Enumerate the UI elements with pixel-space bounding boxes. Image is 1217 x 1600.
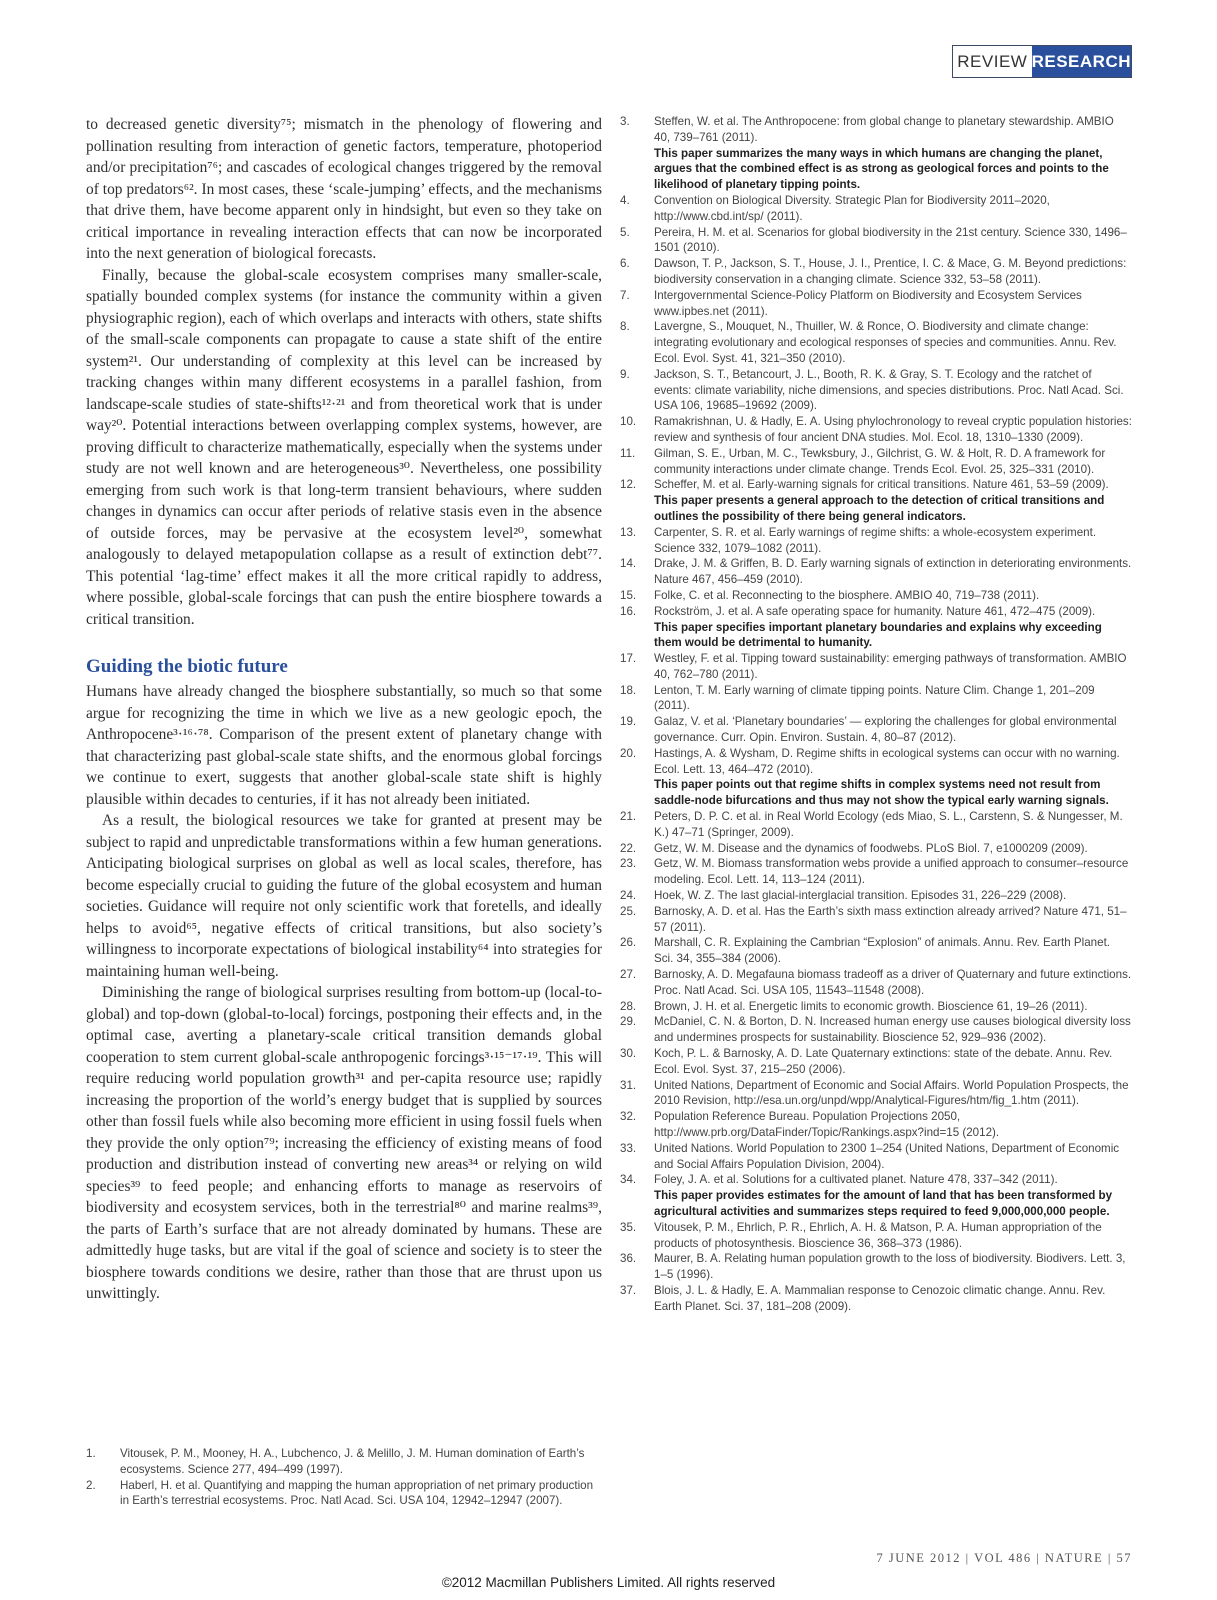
reference-body — [654, 225, 1132, 257]
page-folio: 7 JUNE 2012 | VOL 486 | NATURE | 57 — [876, 1551, 1132, 1565]
reference-number: 16. — [620, 604, 637, 618]
reference-number: 24. — [620, 889, 637, 903]
reference-number: 30. — [620, 1047, 637, 1061]
reference-number: 29. — [620, 1015, 637, 1029]
reference-number: 2. — [86, 1478, 96, 1492]
reference-body — [654, 1251, 1132, 1283]
reference-text: Carpenter, S. R. et al. Early warnings of regime shifts: a whole-ecosystem experiment. Science 332, 1079–1082 (2011). — [654, 525, 1097, 555]
reference-text: Maurer, B. A. Relating human population growth to the loss of biodiversity. Biodivers. Lett. 3, 1–5 (1996). — [654, 1252, 1126, 1282]
reference-item — [620, 1251, 1132, 1283]
reference-item — [620, 446, 1132, 478]
reference-number: 25. — [620, 904, 637, 918]
reference-text: Hastings, A. & Wysham, D. Regime shifts in ecological systems can occur with no warning. Ecol. Lett. 13, 464–472 (2010). — [654, 746, 1120, 776]
reference-body — [654, 935, 1132, 967]
reference-number: 9. — [620, 367, 630, 381]
reference-item — [620, 904, 1132, 936]
reference-item — [620, 856, 1132, 888]
reference-body — [654, 746, 1132, 809]
reference-number: 21. — [620, 810, 637, 824]
reference-item — [620, 1141, 1132, 1173]
reference-number: 23. — [620, 857, 637, 871]
badge-review: REVIEW — [957, 51, 1028, 71]
reference-body — [654, 841, 1132, 857]
reference-text: Pereira, H. M. et al. Scenarios for global biodiversity in the 21st century. Science 330, 1496–1501 (2010). — [654, 225, 1127, 255]
reference-item — [86, 1478, 602, 1510]
reference-item — [620, 1109, 1132, 1141]
reference-item — [86, 1446, 602, 1478]
reference-list-left — [86, 1446, 602, 1509]
reference-body — [654, 319, 1132, 366]
reference-body — [654, 651, 1132, 683]
reference-text: Westley, F. et al. Tipping toward sustainability: emerging pathways of transformation. AMBIO 40, 762–780 (2011). — [654, 652, 1127, 681]
reference-item — [620, 525, 1132, 557]
reference-text: Peters, D. P. C. et al. in Real World Ecology (eds Miao, S. L., Carstenn, S. & Nungesser, M. K.) 47–71 (Springer, 2009). — [654, 810, 1123, 839]
reference-number: 33. — [620, 1141, 637, 1155]
reference-body — [654, 904, 1132, 936]
reference-item — [620, 683, 1132, 715]
reference-item — [620, 714, 1132, 746]
reference-text: Rockström, J. et al. A safe operating space for humanity. Nature 461, 472–475 (2009). — [654, 604, 1096, 618]
reference-item — [620, 1172, 1132, 1219]
reference-body — [654, 477, 1132, 524]
reference-item — [620, 651, 1132, 683]
reference-text: Dawson, T. P., Jackson, S. T., House, J. I., Prentice, I. C. & Mace, G. M. Beyond predictions: biodiversity conservation in a changing climate. Science 332, 53–58 (2011). — [654, 257, 1127, 286]
reference-item — [620, 1046, 1132, 1078]
reference-number: 31. — [620, 1078, 637, 1092]
reference-body — [654, 999, 1132, 1015]
reference-item — [620, 288, 1132, 320]
reference-item — [620, 888, 1132, 904]
reference-number: 4. — [620, 193, 630, 207]
copyright-notice: ©2012 Macmillan Publishers Limited. All rights reserved — [441, 1575, 776, 1590]
reference-text: Vitousek, P. M., Ehrlich, P. R., Ehrlich, A. H. & Matson, P. A. Human appropriation of the products of photosynthesis. Bioscience 36, 368–373 (1986). — [654, 1220, 1102, 1250]
reference-annotation: This paper specifies important planetary boundaries and explains why exceeding them would be detrimental to humanity. — [654, 620, 1102, 650]
reference-item — [620, 809, 1132, 841]
reference-body — [654, 856, 1132, 888]
reference-text: Drake, J. M. & Griffen, B. D. Early warning signals of extinction in deteriorating environments. Nature 467, 456–459 (2010). — [654, 557, 1132, 587]
reference-item — [620, 367, 1132, 414]
reference-body — [654, 1046, 1132, 1078]
body-paragraph: As a result, the biological resources we take for granted at present may be subject to rapid and unpredictable transformations within a few human generations. Anticipating biological surprises on global as well as local scales, therefore, has become especially crucial to guiding the future of the global ecosystem and human societies. Guidance will require not only scientific work that foretells, and ideally helps to avoid⁶⁵, negative effects of critical transitions, but also society’s willingness to incorporate expectations of biological instability⁶⁴ into strategies for maintaining human well-being. — [86, 812, 602, 980]
reference-item — [620, 414, 1132, 446]
reference-text: Barnosky, A. D. et al. Has the Earth’s sixth mass extinction already arrived? Nature 471, 51–57 (2011). — [654, 904, 1127, 934]
reference-item — [620, 1014, 1132, 1046]
reference-item — [620, 999, 1132, 1015]
reference-number: 7. — [620, 288, 630, 302]
reference-item — [620, 588, 1132, 604]
reference-text: United Nations. World Population to 2300 1–254 (United Nations, Department of Economic and Social Affairs Population Division, 2004). — [654, 1141, 1120, 1171]
reference-body — [654, 367, 1132, 414]
section-heading: Guiding the biotic future — [86, 656, 288, 677]
reference-number: 17. — [620, 652, 637, 666]
reference-text: Scheffer, M. et al. Early-warning signals for critical transitions. Nature 461, 53–59 (2009). — [654, 478, 1109, 492]
reference-body — [654, 888, 1132, 904]
reference-item — [620, 1078, 1132, 1110]
reference-item — [620, 935, 1132, 967]
reference-text: Hoek, W. Z. The last glacial-interglacial transition. Episodes 31, 226–229 (2008). — [654, 889, 1067, 903]
reference-body — [654, 446, 1132, 478]
reference-number: 27. — [620, 968, 637, 982]
reference-item — [620, 256, 1132, 288]
reference-number: 32. — [620, 1110, 637, 1124]
reference-number: 26. — [620, 936, 637, 950]
reference-item — [620, 114, 1132, 193]
reference-number: 13. — [620, 525, 637, 539]
reference-number: 28. — [620, 999, 637, 1013]
reference-text: Steffen, W. et al. The Anthropocene: from global change to planetary stewardship. AMBIO 40, 739–761 (2011). — [654, 115, 1114, 144]
reference-annotation: This paper points out that regime shifts in complex systems need not result from saddle-node bifurcations and thus may not show the typical early warning signals. — [654, 778, 1109, 808]
reference-item — [620, 967, 1132, 999]
reference-body — [654, 809, 1132, 841]
reference-body — [654, 414, 1132, 446]
reference-number: 19. — [620, 715, 637, 729]
reference-body — [654, 114, 1132, 193]
reference-body — [654, 525, 1132, 557]
reference-number: 20. — [620, 746, 637, 760]
reference-item — [620, 746, 1132, 809]
reference-text: Population Reference Bureau. Population Projections 2050, http://www.prb.org/DataFinder/Topic/Rankings.aspx?ind=15 (2012). — [654, 1110, 1000, 1139]
reference-number: 1. — [86, 1447, 96, 1460]
reference-number: 12. — [620, 478, 637, 492]
body-paragraph: Diminishing the range of biological surprises resulting from bottom-up (local-to-global) and top-down (global-to-local) forcings, postponing their effects and, in the optimal case, averting a planetary-scale critical transition demands global cooperation to stem current global-scale anthropogenic forcings³·¹⁵⁻¹⁷·¹⁹. This will require reducing world population growth³¹ and per-capita resource use; rapidly increasing the proportion of the world’s energy budget that is supplied by sources other than fossil fuels while also becoming more efficient in using fossil fuels when they provide the only option⁷⁹; increasing the efficiency of existing means of food production and distribution instead of converting new areas³⁴ or relying on wild species³⁹ to feed people; and enhancing efforts to manage as reservoirs of biodiversity and ecosystem services, both in the terrestrial⁸⁰ and marine realms³⁹, the parts of Earth’s surface that are not already dominated by humans. These are admittedly huge tasks, but are vital if the goal of science and society is to steer the biosphere towards conditions we desire, rather than those that are thrust upon us unwittingly. — [86, 984, 602, 1302]
reference-annotation: This paper presents a general approach to the detection of critical transitions and outlines the possibility of there being general indicators. — [654, 494, 1105, 523]
reference-text: Gilman, S. E., Urban, M. C., Tewksbury, J., Gilchrist, G. W. & Holt, R. D. A framework for community interactions under climate change. Trends Ecol. Evol. 25, 325–331 (2010). — [654, 446, 1106, 476]
reference-body — [654, 1078, 1132, 1110]
reference-text: Getz, W. M. Disease and the dynamics of foodwebs. PLoS Biol. 7, e1000209 (2009). — [654, 841, 1088, 855]
body-paragraph: Humans have already changed the biosphere substantially, so much so that some argue for recognizing the time in which we live as a new geologic epoch, the Anthropocene³·¹⁶·⁷⁸. Comparison of the present extent of planetary change with that characterizing past global-scale state shifts, and the enormous global forcings we continue to exert, suggests that another global-scale state shift is highly plausible within decades to centuries, if it has not already been initiated. — [86, 683, 602, 808]
reference-body — [654, 1172, 1132, 1219]
reference-number: 14. — [620, 557, 637, 571]
reference-number: 34. — [620, 1173, 637, 1187]
reference-number: 3. — [620, 115, 630, 128]
reference-number: 11. — [620, 446, 636, 460]
reference-body — [654, 256, 1132, 288]
reference-text: Ramakrishnan, U. & Hadly, E. A. Using phylochronology to reveal cryptic population histories: review and synthesis of four ancient DNA studies. Mol. Ecol. 18, 1310–1330 (2009). — [654, 415, 1132, 444]
reference-item — [620, 556, 1132, 588]
reference-text: Marshall, C. R. Explaining the Cambrian “Explosion” of animals. Annu. Rev. Earth Planet. Sci. 34, 355–384 (2006). — [654, 936, 1111, 966]
reference-number: 35. — [620, 1220, 637, 1234]
reference-annotation: This paper provides estimates for the amount of land that has been transformed by agricultural activities and summarizes steps required to feed 9,000,000,000 people. — [654, 1189, 1113, 1218]
reference-item — [620, 225, 1132, 257]
reference-text: Foley, J. A. et al. Solutions for a cultivated planet. Nature 478, 337–342 (2011). — [654, 1173, 1058, 1187]
reference-body — [654, 967, 1132, 999]
reference-text: Brown, J. H. et al. Energetic limits to economic growth. Bioscience 61, 19–26 (2011). — [654, 999, 1088, 1013]
reference-number: 10. — [620, 415, 637, 429]
reference-item — [620, 604, 1132, 651]
reference-item — [620, 841, 1132, 857]
reference-body — [654, 1014, 1132, 1046]
reference-number: 22. — [620, 841, 637, 855]
reference-text: Getz, W. M. Biomass transformation webs provide a unified approach to consumer–resource modeling. Ecol. Lett. 14, 113–124 (2011). — [654, 857, 1129, 887]
reference-body — [654, 1283, 1132, 1315]
reference-number: 36. — [620, 1252, 637, 1266]
reference-number: 8. — [620, 320, 630, 334]
reference-body — [654, 1109, 1132, 1141]
reference-body — [654, 556, 1132, 588]
body-paragraph: to decreased genetic diversity⁷⁵; mismatch in the phenology of flowering and pollination resulting from interaction of genetic factors, temperature, photoperiod and/or precipitation⁷⁶; and cascades of ecological changes triggered by the removal of top predators⁶². In most cases, these ‘scale-jumping’ effects, and the mechanisms that drive them, have become apparent only in hindsight, but even so they take on critical importance in revealing interaction effects that can now be incorporated into the next generation of biological forecasts. — [86, 116, 602, 262]
reference-item — [620, 477, 1132, 524]
reference-text: United Nations, Department of Economic and Social Affairs. World Population Prospects, the 2010 Revision, http://esa.un.org/unpd/wpp/Analytical-Figures/htm/fig_1.htm (2011). — [654, 1078, 1129, 1108]
reference-body — [654, 1141, 1132, 1173]
reference-text: McDaniel, C. N. & Borton, D. N. Increased human energy use causes biological diversity loss and undermines prospects for sustainability. Bioscience 52, 929–936 (2002). — [654, 1015, 1131, 1045]
reference-text: Vitousek, P. M., Mooney, H. A., Lubchenco, J. & Melillo, J. M. Human domination of Earth’s ecosystems. Science 277, 494–499 (1997). — [120, 1447, 585, 1476]
reference-body — [654, 683, 1132, 715]
reference-text: Intergovernmental Science-Policy Platform on Biodiversity and Ecosystem Services www.ipbes.net (2011). — [654, 288, 1082, 318]
reference-text: Lenton, T. M. Early warning of climate tipping points. Nature Clim. Change 1, 201–209 (2011). — [654, 683, 1095, 713]
reference-number: 18. — [620, 683, 637, 697]
reference-item — [620, 1220, 1132, 1252]
reference-text: Convention on Biological Diversity. Strategic Plan for Biodiversity 2011–2020, http://www.cbd.int/sp/ (2011). — [654, 193, 1050, 223]
reference-body — [654, 1220, 1132, 1252]
reference-number: 6. — [620, 257, 630, 271]
reference-text: Folke, C. et al. Reconnecting to the biosphere. AMBIO 40, 719–738 (2011). — [654, 588, 1040, 602]
reference-body — [654, 193, 1132, 225]
reference-number: 37. — [620, 1283, 637, 1297]
reference-body — [654, 714, 1132, 746]
reference-annotation: This paper summarizes the many ways in which humans are changing the planet, argues that the combined effect is as strong as geological forces and points to the likelihood of planetary tipping points. — [654, 146, 1109, 192]
reference-body — [120, 1446, 602, 1478]
section-badge — [952, 45, 1132, 78]
badge-research: RESEARCH — [1032, 46, 1131, 77]
reference-body — [654, 288, 1132, 320]
left-column — [86, 114, 602, 1305]
reference-text: Blois, J. L. & Hadly, E. A. Mammalian response to Cenozoic climatic change. Annu. Rev. Earth Planet. Sci. 37, 181–208 (2009). — [654, 1283, 1106, 1313]
reference-text: Lavergne, S., Mouquet, N., Thuiller, W. & Ronce, O. Biodiversity and climate change: integrating evolutionary and ecological responses of species and communities. Annu. Rev. Ecol. Evol. Syst. 41, 321–350 (2010). — [654, 320, 1117, 365]
reference-number: 15. — [620, 588, 637, 602]
reference-text: Galaz, V. et al. ‘Planetary boundaries’ — exploring the challenges for global environmental governance. Curr. Opin. Environ. Sustain. 4, 80–87 (2012). — [654, 715, 1117, 745]
body-paragraph: Finally, because the global-scale ecosystem comprises many smaller-scale, spatially bounded complex systems (for instance the community within a given physiographic region), each of which overlaps and interacts with others, state shifts of the small-scale components can propagate to cause a state shift of the entire system²¹. Our understanding of complexity at this level can be increased by tracking changes within many different ecosystems in a parallel fashion, from landscape-scale studies of state-shifts¹²·²¹ and from theoretical work that is under way²⁰. Potential interactions between overlapping complex systems, however, are proving difficult to characterize mathematically, especially when the systems under study are not well known and are heterogeneous³⁰. Nevertheless, one possibility emerging from such work is that long-term transient behaviours, where sudden changes in dynamics can occur after periods of relative stasis even in the absence of outside forces, may be pervasive at the ecosystem level²⁰, somewhat analogously to delayed metapopulation collapse as a result of extinction debt⁷⁷. This potential ‘lag-time’ effect makes it all the more critical rapidly to address, where possible, global-scale forcings that can push the entire biosphere towards a critical transition. — [86, 266, 602, 628]
reference-item — [620, 1283, 1132, 1315]
reference-text: Jackson, S. T., Betancourt, J. L., Booth, R. K. & Gray, S. T. Ecology and the ratchet of events: climate variability, niche dimensions, and species distributions. Proc. Natl Acad. Sci. USA 106, 19685–19692 (2009). — [654, 367, 1124, 413]
reference-text: Haberl, H. et al. Quantifying and mapping the human appropriation of net primary production in Earth’s terrestrial ecosystems. Proc. Natl Acad. Sci. USA 104, 12942–12947 (2007). — [120, 1478, 594, 1508]
reference-text: Barnosky, A. D. Megafauna biomass tradeoff as a driver of Quaternary and future extinctions. Proc. Natl Acad. Sci. USA 105, 11543–11548 (2008). — [654, 968, 1132, 997]
reference-body — [120, 1478, 602, 1510]
reference-body — [654, 588, 1132, 604]
reference-item — [620, 193, 1132, 225]
reference-list-right — [620, 114, 1132, 1315]
reference-item — [620, 319, 1132, 366]
reference-text: Koch, P. L. & Barnosky, A. D. Late Quaternary extinctions: state of the debate. Annu. Rev. Ecol. Evol. Syst. 37, 215–250 (2006). — [654, 1047, 1113, 1076]
reference-body — [654, 604, 1132, 651]
reference-number: 5. — [620, 225, 630, 239]
